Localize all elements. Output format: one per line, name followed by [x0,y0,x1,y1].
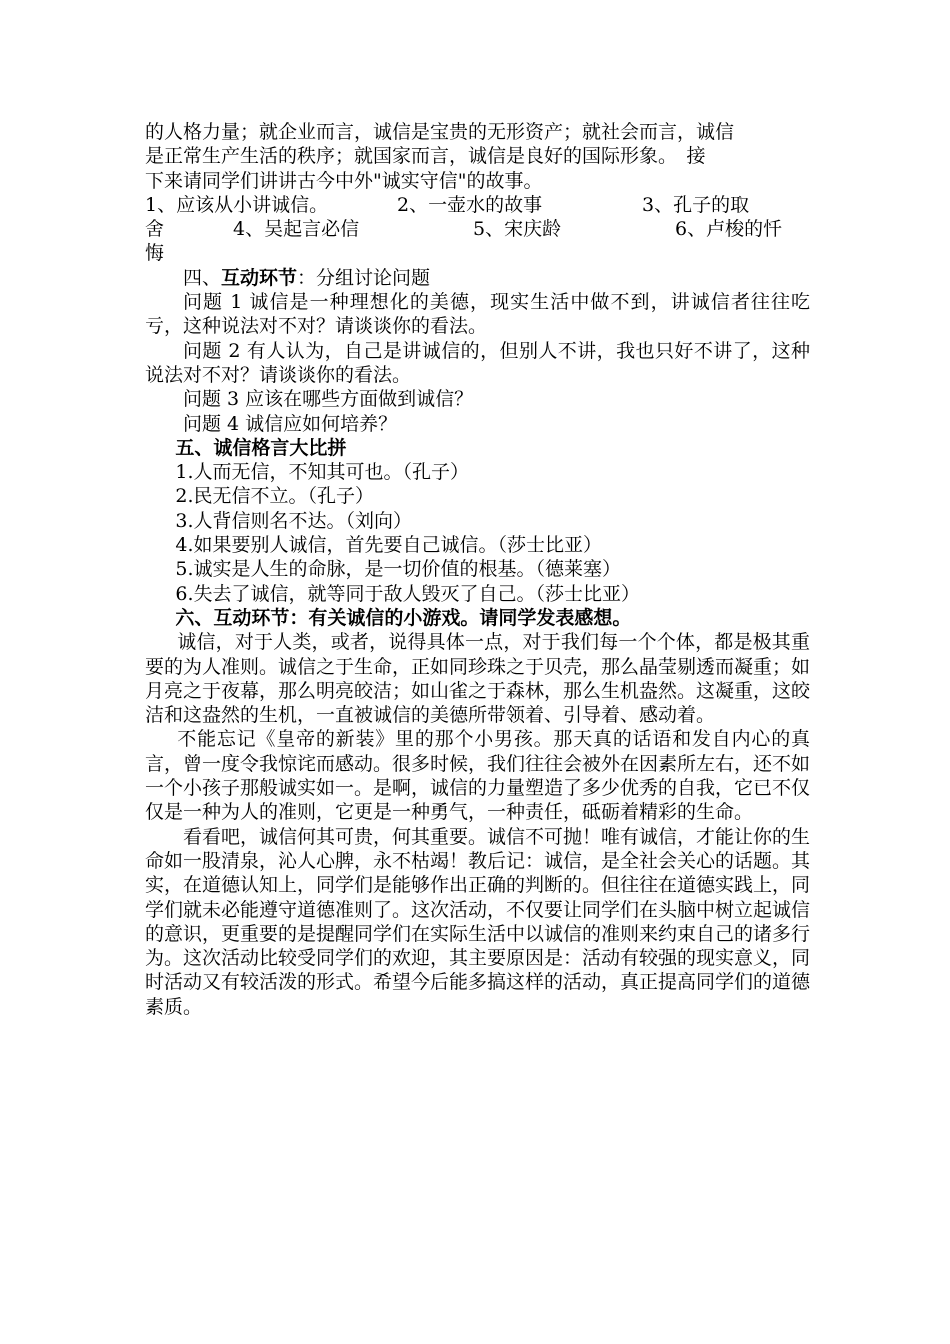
maxim-2: 2.民无信不立。（孔子） [175,485,375,508]
document-body [145,120,810,1019]
question-4: 问题 4 诚信应如何培养？ [183,412,398,435]
maxim-3: 3.人背信则名不达。（刘向） [175,509,413,532]
maxim-6: 6.失去了诚信，就等同于敌人毁灭了自己。（莎士比亚） [175,582,641,605]
section-4-title: 互动环节 [221,266,298,289]
story-list-row-1 [145,193,810,217]
essay-paragraph-1: 诚信，对于人类，或者，说得具体一点，对于我们每一个个体，都是极其重要的为人准则。诚信之于生命，正如同珍珠之于贝壳，那么晶莹剔透而凝重；如月亮之于夜幕，那么明亮皎洁；如山雀之于森林，那么生机盎然。这凝重，这皎洁和这盎然的生机，一直被诚信的美德所带领着、引导着、感动着。 [145,631,811,727]
story-item: 1、应该从小讲诚信。 [145,193,329,216]
story-list-row-2 [145,217,810,241]
story-list-row-3 [145,241,810,265]
section-4-subtitle: ：分组讨论问题 [297,266,431,289]
question-3: 问题 3 应该在哪些方面做到诚信？ [183,388,474,411]
section-4-number: 四、 [183,266,222,289]
intro-line-3: 下来请同学们讲讲古今中外"诚实守信"的故事。 [145,169,543,192]
question-1: 问题 1 诚信是一种理想化的美德，现实生活中做不到，讲诚信者往往吃亏，这种说法对不对？请谈谈你的看法。 [145,291,810,338]
question-2: 问题 2 有人认为，自己是讲诚信的，但别人不讲，我也只好不讲了，这种说法对不对？请谈谈你的看法。 [145,339,810,386]
story-item: 6、卢梭的忏 [675,218,783,241]
story-item-continued: 舍 [145,218,165,241]
story-item: 4、吴起言必信 [233,218,360,241]
essay-paragraph-2: 不能忘记《皇帝的新装》里的那个小男孩。那天真的话语和发自内心的真言，曾一度令我惊诧而感动。很多时候，我们往往会被外在因素所左右，还不如一个小孩子那般诚实如一。是啊，诚信的力量塑造了多少优秀的自我，它已不仅仅是一种为人的准则，它更是一种勇气，一种责任，砥砺着精彩的生命。 [145,728,811,824]
story-item: 2、一壶水的故事 [397,193,543,216]
intro-line-2: 是正常生产生活的秩序；就国家而言，诚信是良好的国际形象。 接 [145,145,706,168]
story-item: 5、宋庆龄 [473,218,562,241]
section-4-heading [145,266,810,290]
section-6-heading: 六、互动环节：有关诚信的小游戏。请同学发表感想。 [175,606,632,629]
intro-line-1: 的人格力量；就企业而言，诚信是宝贵的无形资产；就社会而言，诚信 [145,121,735,143]
maxim-1: 1.人而无信，不知其可也。（孔子） [175,461,470,484]
section-5-heading: 五、诚信格言大比拼 [175,436,347,459]
maxim-4: 4.如果要别人诚信，首先要自己诚信。（莎士比亚） [175,534,603,557]
story-item: 3、孔子的取 [642,193,750,216]
essay-paragraph-3: 看看吧，诚信何其可贵，何其重要。诚信不可抛！唯有诚信，才能让你的生命如一股清泉，沁人心脾，永不枯竭！教后记：诚信，是全社会关心的话题。其实，在道德认知上，同学们是能够作出正确的判断的。但往往在道德实践上，同学们就未必能遵守道德准则了。这次活动，不仅要让同学们在头脑中树立起诚信的意识，更重要的是提醒同学们在实际生活中以诚信的准则来约束自己的诸多行为。这次活动比较受同学们的欢迎，其主要原因是：活动有较强的现实意义，同时活动又有较活泼的形式。希望今后能多搞这样的活动，真正提高同学们的道德素质。 [145,825,811,1018]
story-item-continued: 悔 [145,242,165,265]
maxim-5: 5.诚实是人生的命脉，是一切价值的根基。（德莱塞） [175,558,622,581]
